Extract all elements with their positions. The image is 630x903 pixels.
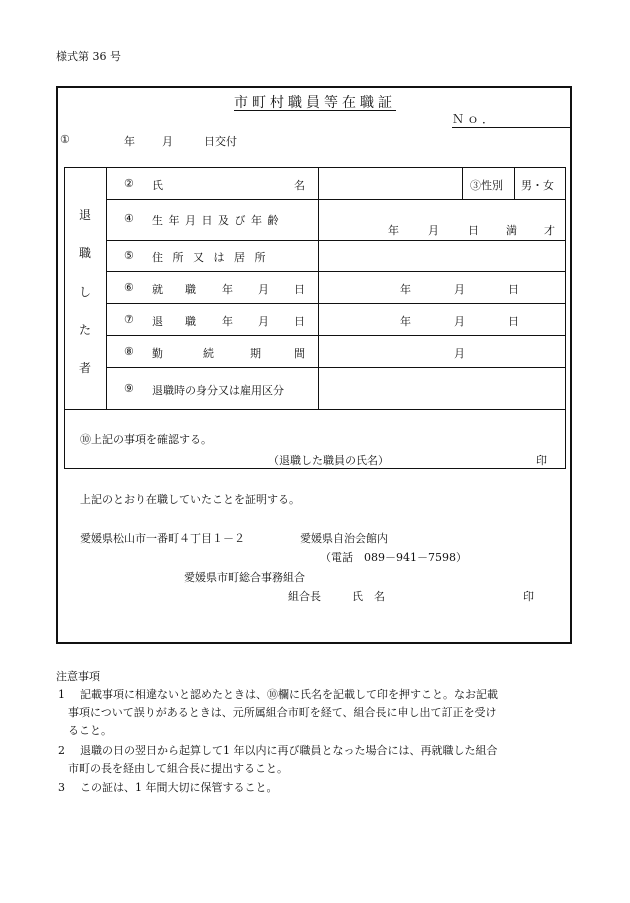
vertical-label-char: し (79, 285, 92, 299)
row-divider (106, 303, 566, 304)
hired-day[interactable]: 日 (508, 283, 519, 296)
vertical-label-char: 退 (79, 208, 92, 222)
retiree-name-label: （退職した職員の氏名） (268, 454, 389, 467)
row-divider (106, 271, 566, 272)
row-divider (106, 367, 566, 368)
hired-year[interactable]: 年 (400, 283, 411, 296)
gender-number: ③ (470, 179, 481, 192)
tenure-month[interactable]: 月 (454, 347, 465, 360)
page-title (0, 92, 630, 112)
note-line: 退職の日の翌日から起算して1 年以内に再び職員となった場合には、再就職した組合 (80, 744, 498, 757)
certify-address: 愛媛県松山市一番町４丁目１－２ (80, 532, 245, 545)
birth-row-number: ④ (124, 212, 134, 225)
gender-options[interactable]: 男・女 (521, 179, 554, 192)
address-label: 住 所 又 は 居 所 (152, 251, 269, 264)
hired-label-5: 日 (294, 283, 305, 296)
tenure-row-number: ⑧ (124, 345, 134, 358)
retiree-seal[interactable]: 印 (536, 454, 547, 467)
form-number: 様式第 36 号 (56, 50, 121, 63)
hired-label-2: 職 (185, 283, 196, 296)
birth-label: 生 年 月 日 及 び 年 齢 (152, 214, 280, 227)
confirm-number: ⑩ (80, 433, 91, 446)
retired-label-1: 退 (152, 315, 163, 328)
hired-month[interactable]: 月 (454, 283, 465, 296)
note-line: 事項について誤りがあるときは、元所属組合市町を経て、組合長に申し出て訂正を受け (68, 706, 497, 719)
tenure-label-3: 期 (250, 347, 261, 360)
gender-label (470, 177, 503, 193)
tenure-label-4: 間 (294, 347, 305, 360)
number-label: Ｎｏ． (452, 112, 498, 126)
retired-year[interactable]: 年 (400, 315, 411, 328)
status-row-number: ⑨ (124, 382, 134, 395)
retired-label-2: 職 (185, 315, 196, 328)
note-line: ること。 (68, 724, 112, 737)
value-column-divider (318, 167, 319, 410)
vertical-label-char: た (79, 323, 92, 337)
tenure-label-2: 続 (203, 347, 214, 360)
note-line: 記載事項に相違ないと認めたときは、⑩欄に氏名を記載して印を押すこと。なお記載 (80, 688, 498, 701)
birth-full: 満 (506, 224, 517, 237)
gender-divider (514, 167, 515, 199)
certify-org: 愛媛県市町総合事務組合 (184, 571, 305, 584)
note-line: 市町の長を経由して組合長に提出すること。 (68, 762, 288, 775)
birth-day[interactable]: 日 (468, 224, 479, 237)
note-number: 3 (58, 781, 65, 794)
hired-label-4: 月 (258, 283, 269, 296)
name-input[interactable] (320, 169, 460, 197)
address-input[interactable] (320, 242, 564, 270)
birth-age[interactable]: 才 (544, 224, 555, 237)
issue-month: 月 (162, 135, 173, 148)
status-label: 退職時の身分又は雇用区分 (152, 384, 284, 397)
retired-day[interactable]: 日 (508, 315, 519, 328)
address-row-number: ⑤ (124, 249, 134, 262)
issue-day: 日交付 (204, 135, 237, 148)
certify-seal: 印 (523, 590, 534, 603)
birth-year[interactable]: 年 (388, 224, 399, 237)
retired-month[interactable]: 月 (454, 315, 465, 328)
hired-label-1: 就 (152, 283, 163, 296)
name-label-b: 名 (294, 179, 305, 192)
gender-divider (462, 167, 463, 199)
vertical-label-char: 職 (79, 246, 92, 260)
row-divider (106, 335, 566, 336)
note-line: この証は、1 年間大切に保管すること。 (80, 781, 278, 794)
retired-label-5: 日 (294, 315, 305, 328)
notes-heading: 注意事項 (56, 670, 100, 683)
confirm-text (80, 431, 212, 447)
certify-phone: （電話 089－941－7598） (320, 551, 467, 564)
title-text: 市町村職員等在職証 (234, 95, 396, 111)
issue-number: ① (60, 133, 70, 146)
note-number: 2 (58, 744, 65, 757)
tenure-label-1: 勤 (152, 347, 163, 360)
retired-row-number: ⑦ (124, 313, 134, 326)
certify-building: 愛媛県自治会館内 (300, 532, 388, 545)
name-label-a: 氏 (152, 179, 163, 192)
row-divider (106, 240, 566, 241)
number-field-line[interactable] (452, 127, 570, 128)
vertical-label-char: 者 (79, 361, 92, 375)
note-number: 1 (58, 688, 65, 701)
label-column-divider (106, 167, 107, 410)
name-row-number: ② (124, 177, 134, 190)
birth-month[interactable]: 月 (428, 224, 439, 237)
confirm-sentence: 上記の事項を確認する。 (91, 433, 212, 446)
certify-name: 氏 名 (352, 590, 385, 603)
retired-label-4: 月 (258, 315, 269, 328)
retired-label-3: 年 (222, 315, 233, 328)
hired-row-number: ⑥ (124, 281, 134, 294)
row-divider (106, 199, 566, 200)
gender-text: 性別 (481, 179, 503, 192)
issue-year: 年 (124, 135, 135, 148)
hired-label-3: 年 (222, 283, 233, 296)
certify-chief: 組合長 (288, 590, 321, 603)
certify-text: 上記のとおり在職していたことを証明する。 (80, 493, 300, 506)
status-input[interactable] (320, 369, 564, 408)
